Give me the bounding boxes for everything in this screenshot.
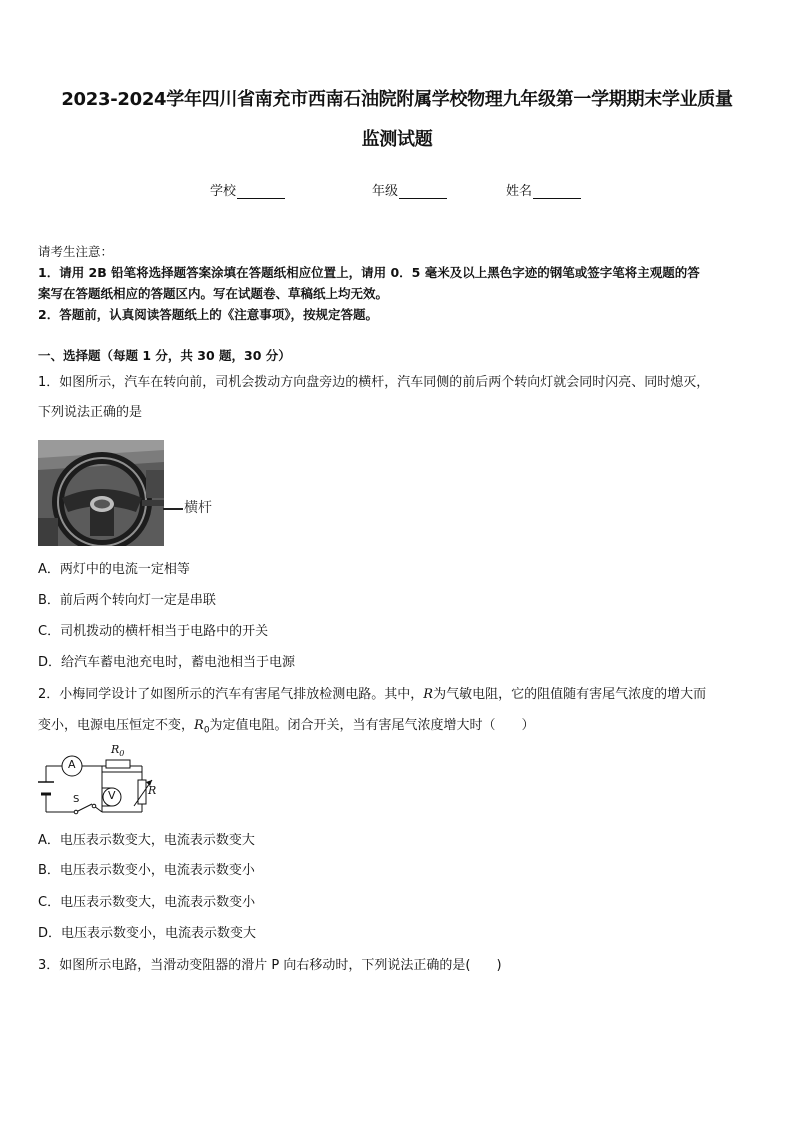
student-info-row — [0, 180, 794, 200]
q2-stem-line1-a: 2．小梅同学设计了如图所示的汽车有害尾气排放检测电路。其中， — [38, 687, 424, 702]
q1-stem-line2: 下列说法正确的是 — [38, 405, 143, 420]
q1-stem-line1: 1．如图所示，汽车在转向前，司机会拨动方向盘旁边的横杆，汽车同侧的前后两个转向灯就会同时闪亮、同时熄灭， — [38, 375, 710, 390]
name-label: 姓名 — [506, 184, 533, 199]
q2-circuit-diagram — [38, 744, 168, 824]
q2-option-a[interactable]: A．电压表示数变大，电流表示数变大 — [38, 833, 255, 848]
school-field — [210, 180, 285, 199]
q2-var-r0: R — [194, 718, 204, 733]
school-blank — [237, 183, 285, 199]
r0-label-sub: 0 — [119, 749, 125, 759]
q2-var-r0-sub: 0 — [203, 725, 210, 736]
grade-blank — [399, 183, 447, 199]
q1-option-a[interactable]: A．两灯中的电流一定相等 — [38, 562, 190, 577]
q2-option-d[interactable]: D．电压表示数变小，电流表示数变大 — [38, 926, 257, 941]
q2-var-r: R — [423, 687, 434, 702]
section-heading: 一、选择题（每题 1 分，共 30 题，30 分） — [38, 348, 291, 363]
switch-label: S — [73, 794, 80, 805]
steering-wheel-photo — [38, 440, 164, 546]
q2-stem-line1-b: 为气敏电阻，它的阻值随有害尾气浓度的增大而 — [433, 687, 707, 702]
q2-stem-line2-b: 为定值电阻。闭合开关，当有害尾气浓度增大时（ ） — [209, 718, 535, 733]
school-label: 学校 — [210, 184, 237, 199]
q2-option-c[interactable]: C．电压表示数变大，电流表示数变小 — [38, 895, 256, 910]
q1-option-b[interactable]: B．前后两个转向灯一定是串联 — [38, 593, 216, 608]
notice-heading: 请考生注意： — [38, 244, 114, 259]
q2-stem-line2 — [38, 717, 535, 740]
r-label: R — [148, 784, 157, 797]
notice-item2: 2．答题前，认真阅读答题纸上的《注意事项》，按规定答题。 — [38, 307, 378, 322]
lever-label: 横杆 — [184, 500, 212, 516]
q2-stem-line2-a: 变小，电源电压恒定不变， — [38, 718, 195, 733]
grade-field — [372, 180, 447, 199]
r0-label — [111, 743, 124, 758]
notice-item1-line1: 1．请用 2B 铅笔将选择题答案涂填在答题纸相应位置上，请用 0．5 毫米及以上黑色字迹的钢笔或签字笔将主观题的答 — [38, 265, 700, 280]
q3-stem-line1: 3．如图所示电路，当滑动变阻器的滑片 P 向右移动时，下列说法正确的是( ) — [38, 958, 502, 973]
q2-option-b[interactable]: B．电压表示数变小，电流表示数变小 — [38, 863, 255, 878]
voltmeter-symbol-label: V — [108, 789, 116, 802]
q1-option-c[interactable]: C．司机拨动的横杆相当于电路中的开关 — [38, 624, 269, 639]
exam-title-line2: 监测试题 — [361, 129, 433, 150]
r0-label-main: R — [111, 743, 120, 756]
q1-option-d[interactable]: D．给汽车蓄电池充电时，蓄电池相当于电源 — [38, 655, 296, 670]
exam-title-line1: 2023-2024学年四川省南充市西南石油院附属学校物理九年级第一学期期末学业质量 — [61, 89, 733, 110]
ammeter-symbol-label: A — [68, 758, 76, 771]
lever-leader-line — [163, 508, 183, 510]
notice-item1-line2: 案写在答题纸相应的答题区内。写在试题卷、草稿纸上均无效。 — [38, 286, 389, 301]
name-blank — [533, 183, 581, 199]
name-field — [506, 180, 581, 199]
grade-label: 年级 — [372, 184, 399, 199]
q2-stem-line1 — [38, 686, 706, 704]
